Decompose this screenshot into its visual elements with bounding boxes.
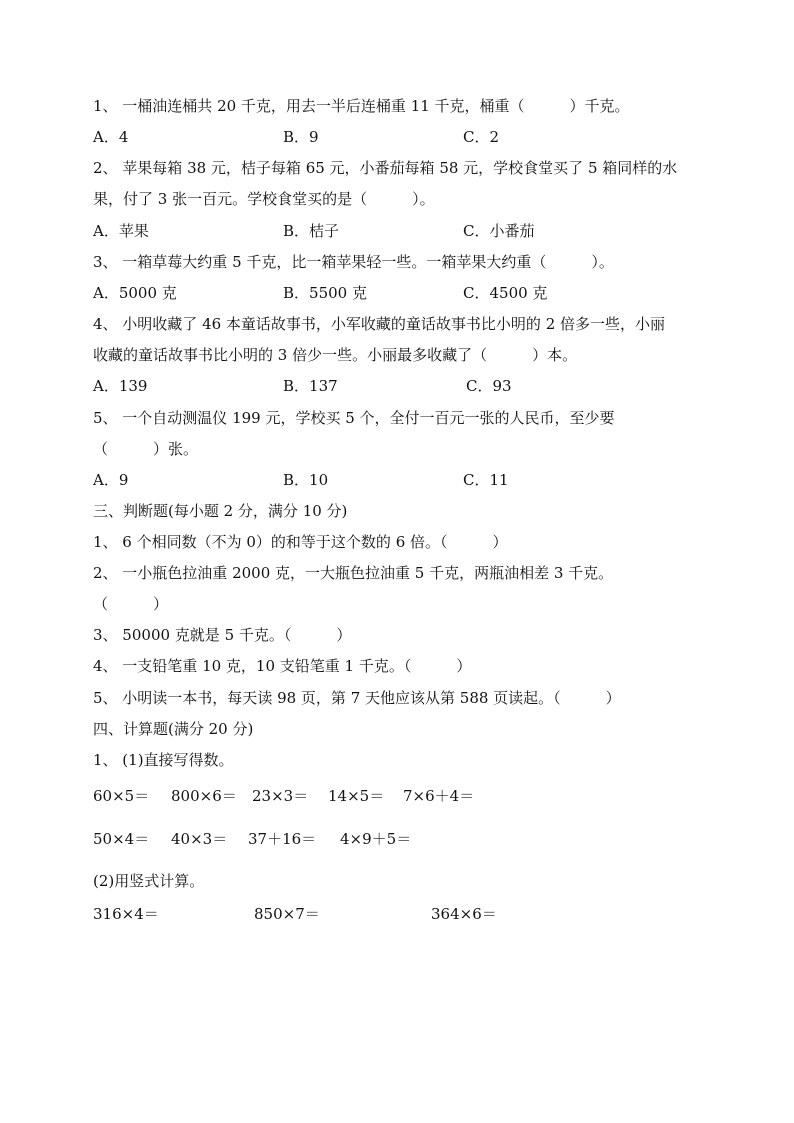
mc-4-option-c: C．93 bbox=[466, 377, 512, 395]
calc-part1-title: 1、 (1)直接写得数。 bbox=[93, 751, 234, 769]
mc-2-option-b: B．桔子 bbox=[283, 222, 340, 240]
calc-item: 800×6＝ bbox=[171, 787, 237, 805]
judge-item-1: 1、 6 个相同数（不为 0）的和等于这个数的 6 倍。（ ） bbox=[93, 533, 508, 551]
mc-question-1: 1、 一桶油连桶共 20 千克，用去一半后连桶重 11 千克，桶重（ ）千克。 bbox=[93, 97, 630, 115]
mc-question-3: 3、 一箱草莓大约重 5 千克，比一箱苹果轻一些。一箱苹果大约重（ ）。 bbox=[93, 253, 614, 271]
mc-5-option-b: B．10 bbox=[283, 471, 329, 489]
judge-item-3: 3、 50000 克就是 5 千克。（ ） bbox=[93, 626, 352, 644]
calc-item: 850×7＝ bbox=[254, 905, 320, 923]
judge-item-2: 2、 一小瓶色拉油重 2000 克，一大瓶色拉油重 5 千克，两瓶油相差 3 千克。 bbox=[93, 564, 614, 582]
calc-item: 364×6＝ bbox=[431, 905, 497, 923]
mc-1-option-b: B．9 bbox=[283, 128, 319, 146]
judge-item-5: 5、 小明读一本书，每天读 98 页，第 7 天他应该从第 588 页读起。（ ） bbox=[93, 689, 621, 707]
calc-item: 50×4＝ bbox=[93, 830, 150, 848]
mc-2-option-c: C．小番茄 bbox=[463, 222, 535, 240]
mc-question-5-cont: （ ）张。 bbox=[93, 440, 199, 458]
judge-section-title: 三、判断题(每小题 2 分，满分 10 分) bbox=[93, 502, 348, 520]
mc-question-2: 2、 苹果每箱 38 元，桔子每箱 65 元，小番茄每箱 58 元，学校食堂买了 5 箱同样的水 bbox=[93, 159, 678, 177]
calc-item: 37＋16＝ bbox=[248, 830, 317, 848]
mc-3-option-a: A．5000 克 bbox=[93, 284, 177, 302]
mc-question-4: 4、 小明收藏了 46 本童话故事书，小军收藏的童话故事书比小明的 2 倍多一些，小丽 bbox=[93, 315, 666, 333]
calc-item: 60×5＝ bbox=[93, 787, 150, 805]
mc-2-option-a: A．苹果 bbox=[93, 222, 149, 240]
judge-item-2-cont: （ ） bbox=[93, 595, 169, 613]
calc-item: 40×3＝ bbox=[171, 830, 228, 848]
mc-5-option-c: C．11 bbox=[463, 471, 509, 489]
mc-5-option-a: A．9 bbox=[93, 471, 129, 489]
mc-question-5: 5、 一个自动测温仪 199 元，学校买 5 个，全付一百元一张的人民币，至少要 bbox=[93, 409, 615, 427]
calc-item: 7×6＋4＝ bbox=[403, 787, 475, 805]
calc-item: 14×5＝ bbox=[328, 787, 385, 805]
judge-item-4: 4、 一支铅笔重 10 克，10 支铅笔重 1 千克。（ ） bbox=[93, 657, 472, 675]
calc-item: 316×4＝ bbox=[93, 905, 159, 923]
mc-question-2-cont: 果，付了 3 张一百元。学校食堂买的是（ ）。 bbox=[93, 190, 435, 208]
mc-3-option-c: C．4500 克 bbox=[463, 284, 548, 302]
mc-1-option-a: A．4 bbox=[93, 128, 129, 146]
mc-3-option-b: B．5500 克 bbox=[283, 284, 367, 302]
mc-4-option-a: A．139 bbox=[93, 377, 148, 395]
calc-section-title: 四、计算题(满分 20 分) bbox=[93, 720, 254, 738]
mc-1-option-c: C．2 bbox=[463, 128, 500, 146]
mc-4-option-b: B．137 bbox=[283, 377, 338, 395]
calc-item: 4×9＋5＝ bbox=[340, 830, 412, 848]
mc-question-4-cont: 收藏的童话故事书比小明的 3 倍少一些。小丽最多收藏了（ ）本。 bbox=[93, 346, 578, 364]
calc-part2-title: (2)用竖式计算。 bbox=[93, 872, 205, 890]
calc-item: 23×3＝ bbox=[252, 787, 309, 805]
